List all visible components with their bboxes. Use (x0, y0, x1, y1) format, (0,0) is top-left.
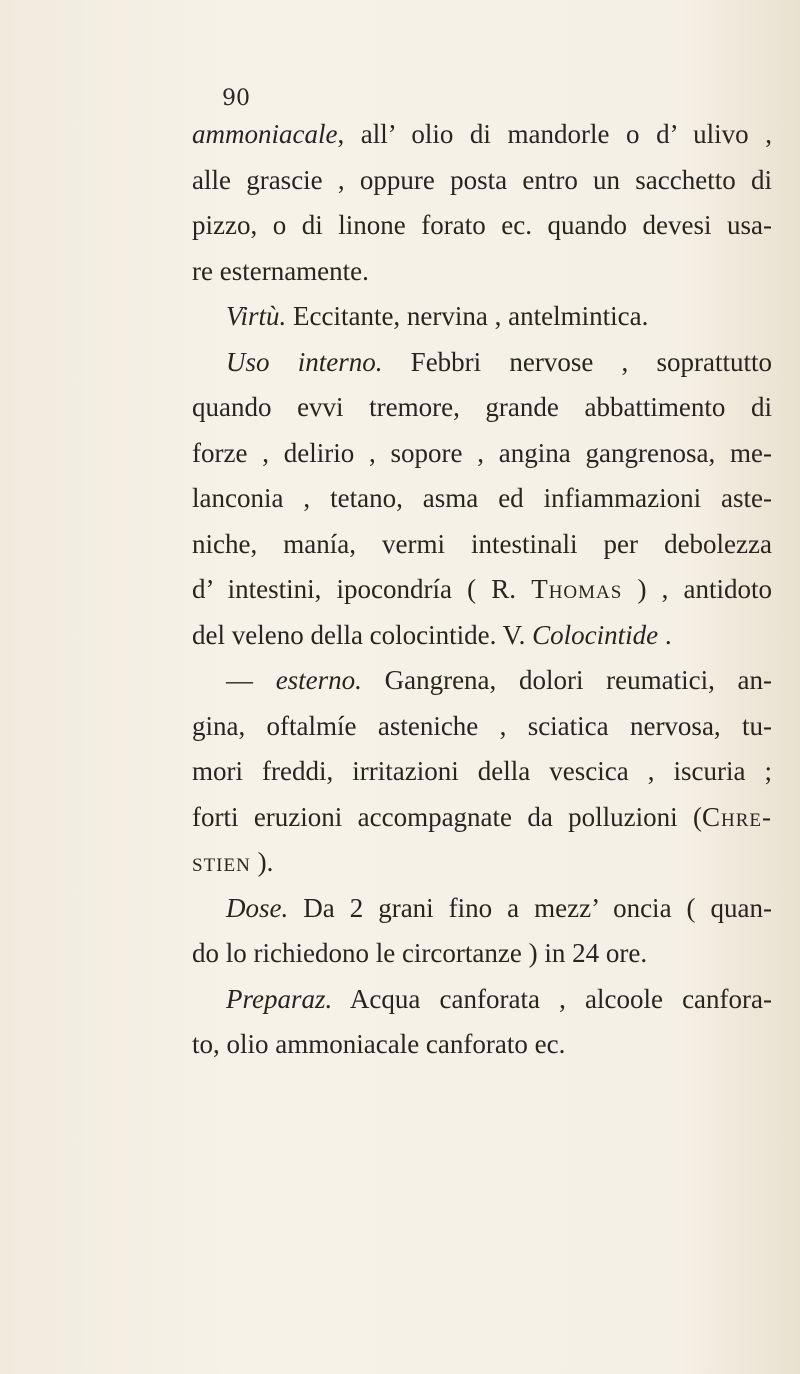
text-segment: d’ intestini, ipocondría ( R. (192, 574, 532, 604)
text-segment: , all’ olio di mandorle o d’ ulivo , (337, 119, 772, 149)
text-segment: Da 2 grani fino a mezz’ oncia ( quan- (288, 892, 772, 923)
text-segment: niche, manía, vermi intestinali per debolezza (192, 528, 772, 559)
text-segment: forti eruzioni accompagnate da polluzioni ( (192, 801, 702, 832)
text-line (192, 795, 772, 841)
text-segment: mori freddi, irritazioni della vescica , iscuria ; (192, 756, 772, 786)
text-segment: re esternamente. (192, 255, 369, 286)
text-segment: ) , antidoto (622, 574, 773, 604)
text-segment: Virtù. (226, 301, 287, 331)
text-line (192, 704, 772, 750)
text-line (192, 749, 772, 795)
text-line (192, 476, 772, 522)
text-segment: do lo richiedono le circortanze ) in 24 ore. (192, 938, 648, 968)
text-line (192, 249, 772, 295)
text-line (192, 840, 772, 886)
text-segment: Preparaz. (226, 983, 333, 1014)
text-line (192, 203, 772, 249)
text-line (192, 294, 772, 340)
text-line (192, 977, 772, 1023)
text-segment: del veleno della colocintide. V. (192, 619, 533, 650)
text-segment: Uso interno. (226, 346, 383, 377)
text-line (192, 658, 772, 704)
text-segment: quando evvi tremore, grande abbattimento di (192, 392, 772, 422)
text-segment: pizzo, o di linone forato ec. quando devesi usa- (192, 210, 772, 240)
text-segment: ). (250, 847, 274, 877)
text-segment: stien (192, 847, 251, 877)
text-segment: esterno. (275, 665, 362, 695)
text-line (192, 613, 772, 659)
text-line (192, 1022, 772, 1068)
text-segment: Thomas (531, 574, 623, 604)
text-line (192, 112, 772, 158)
text-segment: Chre- (702, 801, 772, 832)
text-line (192, 431, 772, 477)
text-segment: . (658, 619, 672, 650)
text-segment: ammoniacale (192, 119, 338, 149)
text-segment: Colocintide (532, 619, 659, 650)
text-line (192, 522, 772, 568)
text-segment: lanconia , tetano, asma ed infiammazioni aste- (192, 483, 772, 513)
text-segment: — (226, 665, 276, 695)
text-line (192, 385, 772, 431)
text-segment: to, olio ammoniacale canforato ec. (192, 1029, 566, 1059)
body-text (192, 112, 772, 1068)
text-segment: gina, oftalmíe asteniche , sciatica nervosa, tu- (192, 710, 772, 741)
text-segment: forze , delirio , sopore , angina gangrenosa, me- (192, 437, 772, 468)
text-segment: Gangrena, dolori reumatici, an- (361, 665, 773, 695)
text-segment: alle grascie , oppure posta entro un sacchetto di (192, 164, 772, 195)
text-segment: Acqua canforata , alcoole canfora- (332, 983, 772, 1014)
text-segment: Eccitante, nervina , antelmintica. (286, 301, 649, 331)
text-line (192, 158, 772, 204)
text-line (192, 567, 772, 613)
text-segment: Febbri nervose , soprattutto (382, 346, 773, 377)
text-segment: Dose. (226, 892, 289, 923)
page-number: 90 (222, 86, 250, 111)
text-line (192, 886, 772, 932)
text-line (192, 340, 772, 386)
text-line (192, 931, 772, 977)
